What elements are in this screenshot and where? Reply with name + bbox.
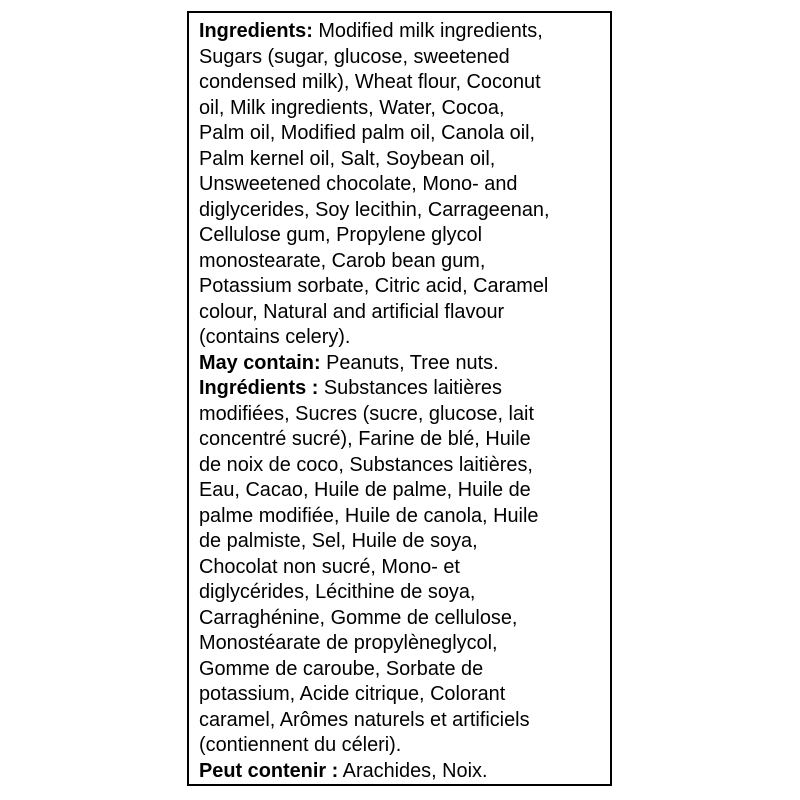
en-ingredients-line: Unsweetened chocolate, Mono- and <box>199 173 518 195</box>
en-ingredients-line: monostearate, Carob bean gum, <box>199 249 486 272</box>
en-ingredients-line: oil, Milk ingredients, Water, Cocoa, <box>199 96 505 119</box>
en-ingredients-line: Potassium sorbate, Citric acid, Caramel <box>199 275 549 297</box>
fr-may-contain-text: Arachides, Noix. <box>338 759 488 782</box>
en-ingredients-line: Cellulose gum, Propylene glycol <box>199 224 483 246</box>
en-ingredients-line: diglycerides, Soy lecithin, Carrageenan, <box>199 198 550 221</box>
fr-ingredients-line: modifiées, Sucres (sucre, glucose, lait <box>199 402 534 425</box>
fr-may-contain-heading: Peut contenir : <box>199 759 339 782</box>
fr-ingredients-line: de palmiste, Sel, Huile de soya, <box>199 530 478 552</box>
en-ingredients-line-1 <box>199 19 610 45</box>
fr-ingredients-line: de noix de coco, Substances laitières, <box>199 453 533 476</box>
fr-ingredients-line: diglycérides, Lécithine de soya, <box>199 581 476 603</box>
fr-ingredients-line: (contiennent du céleri). <box>199 734 402 756</box>
fr-ingredients-line: Chocolat non sucré, Mono- et <box>199 555 460 578</box>
fr-ingredients-text: Substances laitières <box>318 377 502 399</box>
en-ingredients-line: colour, Natural and artificial flavour <box>199 300 505 323</box>
fr-ingredients-line: Carraghénine, Gomme de cellulose, <box>199 606 518 629</box>
en-ingredients-line: Sugars (sugar, glucose, sweetened <box>199 45 510 68</box>
fr-ingredients-line: palme modifiée, Huile de canola, Huile <box>199 504 539 527</box>
en-may-contain-line <box>199 351 610 377</box>
fr-ingredients-line-1 <box>199 376 610 402</box>
fr-may-contain-line <box>199 759 610 785</box>
en-ingredients-line: condensed milk), Wheat flour, Coconut <box>199 71 541 93</box>
en-ingredients-line: (contains celery). <box>199 326 351 348</box>
ingredients-label <box>187 11 612 786</box>
en-ingredients-text: Modified milk ingredients, <box>312 20 543 42</box>
fr-ingredients-line: Monostéarate de propylèneglycol, <box>199 632 498 654</box>
fr-ingredients-line: potassium, Acide citrique, Colorant <box>199 683 506 705</box>
fr-ingredients-heading: Ingrédients : <box>199 377 319 399</box>
en-may-contain-text: Peanuts, Tree nuts. <box>320 351 499 374</box>
en-ingredients-line: Palm kernel oil, Salt, Soybean oil, <box>199 147 496 170</box>
en-may-contain-heading: May contain: <box>199 351 321 374</box>
en-ingredients-line: Palm oil, Modified palm oil, Canola oil, <box>199 122 536 144</box>
fr-ingredients-line: caramel, Arômes naturels et artificiels <box>199 708 530 731</box>
fr-ingredients-line: Eau, Cacao, Huile de palme, Huile de <box>199 479 531 501</box>
en-ingredients-heading: Ingredients: <box>199 20 313 42</box>
fr-ingredients-line: Gomme de caroube, Sorbate de <box>199 657 484 680</box>
fr-ingredients-line: concentré sucré), Farine de blé, Huile <box>199 428 531 450</box>
